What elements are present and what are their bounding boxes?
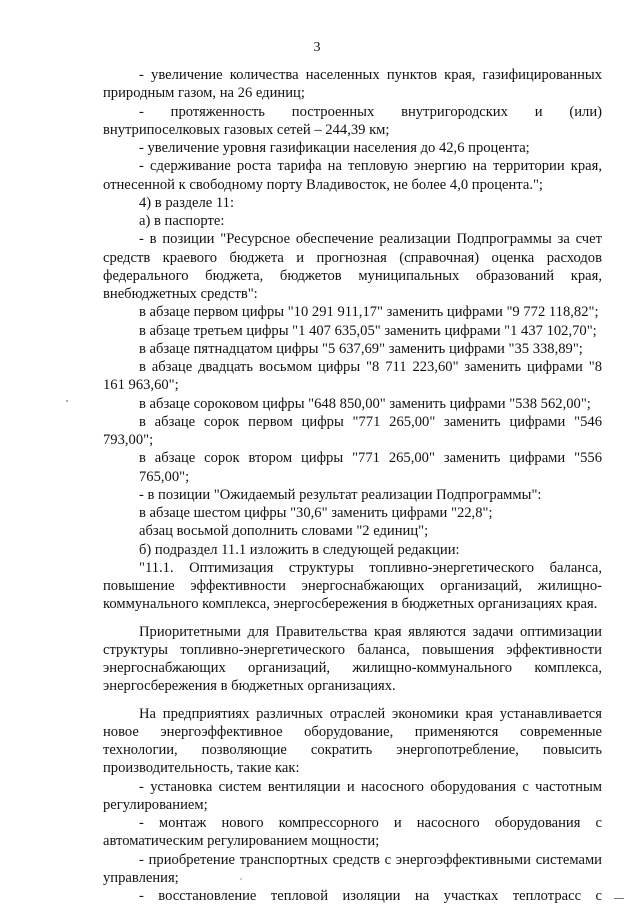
paragraph: в абзаце шестом цифры "30,6" заменить цифрами "22,8";: [139, 505, 493, 521]
paragraph: - протяженность построенных внутригородских и (или) внутрипоселковых газовых сетей – 244,39 км;: [103, 103, 602, 138]
paragraph: "11.1. Оптимизация структуры топливно-энергетического баланса, повышение эффективности энергоснабжающих организаций, жилищно-коммунального комплекса, энергосбережения в бюджетных организациях края.: [103, 559, 602, 613]
paragraph: - в позиции "Ресурсное обеспечение реализации Подпрограммы за счет средств краевого бюджета и прогнозная (справочная) оценка расходов федерального бюджета, бюджетов муниципальных образований края, внебюджетных средств":: [103, 231, 602, 302]
page-number: 3: [313, 40, 321, 55]
paragraph: в абзаце пятнадцатом цифры "5 637,69" заменить цифрами "35 338,89";: [139, 340, 583, 357]
paragraph: 4) в разделе 11:: [139, 194, 235, 211]
paragraph: - восстановление тепловой изоляции на участках теплотрасс с: [139, 888, 602, 904]
paragraph: - установка систем вентиляции и насосного оборудования с частотным регулированием;: [103, 778, 602, 813]
paragraph: в абзаце сорок первом цифры "771 265,00" заменить цифрами "546 793,00";: [103, 413, 602, 448]
paragraph: в абзаце двадцать восьмом цифры "8 711 223,60" заменить цифрами "8 161 963,60";: [103, 359, 602, 394]
paragraph: б) подраздел 11.1 изложить в следующей редакции:: [139, 541, 460, 558]
paragraph: абзац восьмой дополнить словами "2 единиц";: [139, 523, 429, 540]
paragraph: Приоритетными для Правительства края являются задачи оптимизации структуры топливно-энергетического баланса, повышения эффективности энергоснабжающих организаций, жилищно-коммунального комплекса, энергосбережения в бюджетных организациях.: [103, 623, 602, 695]
paragraph: - в позиции "Ожидаемый результат реализации Подпрограммы":: [139, 486, 542, 503]
scan-speck: [66, 400, 68, 402]
paragraph: в абзаце сорок втором цифры "771 265,00" заменить цифрами "556 765,00";: [139, 450, 602, 485]
scan-mark: [614, 898, 624, 899]
paragraph: а) в паспорте:: [139, 213, 225, 229]
paragraph: - приобретение транспортных средств с энергоэффективными системами управления;: [103, 851, 602, 886]
paragraph: - сдерживание роста тарифа на тепловую энергию на территории края, отнесенной к свободному порту Владивосток, не более 4,0 процента.";: [103, 158, 602, 193]
paragraph: - увеличение уровня газификации населения до 42,6 процента;: [139, 140, 530, 156]
paragraph: - увеличение количества населенных пунктов края, газифицированных природным газом, на 26 единиц;: [103, 67, 602, 102]
scan-speck: [240, 878, 242, 880]
paragraph: в абзаце сороковом цифры "648 850,00" заменить цифрами "538 562,00";: [139, 395, 591, 412]
paragraph: в абзаце первом цифры "10 291 911,17" заменить цифрами "9 772 118,82";: [139, 304, 599, 321]
document-body: [103, 66, 602, 905]
paragraph: - монтаж нового компрессорного и насосного оборудования с автоматическим регулированием мощности;: [103, 815, 602, 850]
paragraph: в абзаце третьем цифры "1 407 635,05" заменить цифрами "1 437 102,70";: [139, 322, 597, 339]
paragraph: На предприятиях различных отраслей экономики края устанавливается новое энергоэффективное оборудование, применяются современные технологии, позволяющие сократить энергопотребление, повысить производительность, такие как:: [103, 705, 602, 777]
